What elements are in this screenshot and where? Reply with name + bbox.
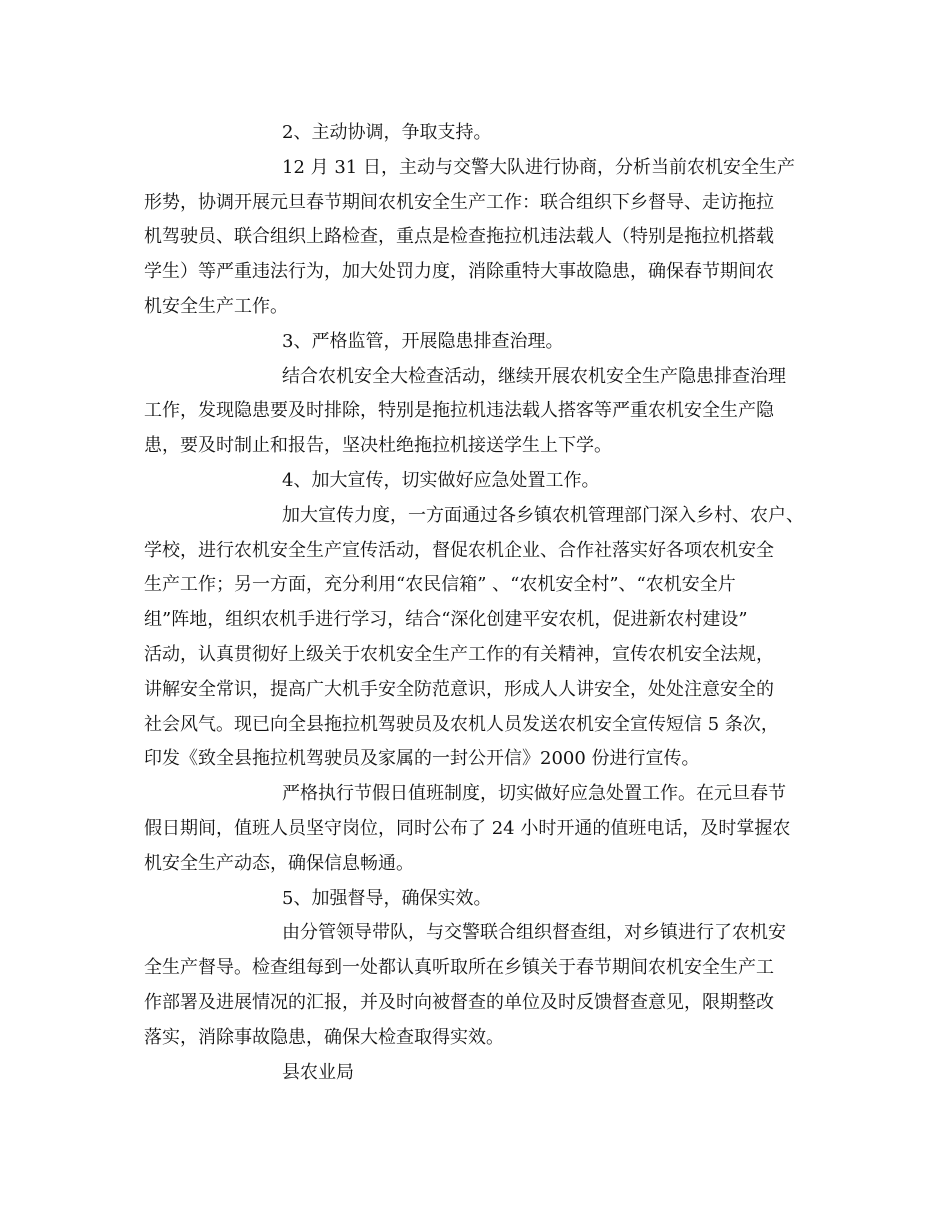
- signature-department: 县农业局: [282, 1061, 354, 1083]
- paragraph-line: 全生产督导。检查组每到一处都认真听取所在乡镇关于春节期间农机安全生产工: [144, 957, 774, 979]
- heading-item-4: 4、加大宣传，切实做好应急处置工作。: [282, 469, 600, 491]
- paragraph-line: 组”阵地，组织农机手进行学习，结合“深化创建平安农机，促进新农村建设”: [144, 609, 748, 631]
- paragraph-line: 活动，认真贯彻好上级关于农机安全生产工作的有关精神，宣传农机安全法规，: [144, 643, 774, 665]
- paragraph-line: 患，要及时制止和报告，坚决杜绝拖拉机接送学生上下学。: [144, 435, 612, 457]
- paragraph-line: 作部署及进展情况的汇报，并及时向被督查的单位及时反馈督查意见，限期整改: [144, 991, 774, 1013]
- paragraph-line: 生产工作；另一方面，充分利用“农民信箱” 、“农机安全村”、“农机安全片: [144, 574, 736, 596]
- paragraph-line: 工作，发现隐患要及时排除，特别是拖拉机违法载人搭客等严重农机安全生产隐: [144, 400, 774, 422]
- paragraph-line: 由分管领导带队，与交警联合组织督查组，对乡镇进行了农机安: [282, 922, 786, 944]
- paragraph-line: 印发《致全县拖拉机驾驶员及家属的一封公开信》2000 份进行宣传。: [144, 748, 700, 770]
- document-body: [144, 116, 814, 1090]
- paragraph-line: 社会风气。现已向全县拖拉机驾驶员及农机人员发送农机安全宣传短信 5 条次，: [144, 713, 779, 735]
- paragraph-line: 落实，消除事故隐患，确保大检查取得实效。: [144, 1026, 504, 1048]
- paragraph-line: 假日期间，值班人员坚守岗位，同时公布了 24 小时开通的值班电话，及时掌握农: [144, 817, 791, 839]
- heading-item-5: 5、加强督导，确保实效。: [282, 887, 492, 909]
- paragraph-line: 加大宣传力度，一方面通过各乡镇农机管理部门深入乡村、农户、: [282, 504, 804, 526]
- paragraph-line: 机驾驶员、联合组织上路检查，重点是检查拖拉机违法载人（特别是拖拉机搭载: [144, 226, 774, 248]
- paragraph-line: 结合农机安全大检查活动，继续开展农机安全生产隐患排查治理: [282, 365, 786, 387]
- paragraph-line: 形势，协调开展元旦春节期间农机安全生产工作：联合组织下乡督导、走访拖拉: [144, 191, 774, 213]
- paragraph-line: 学生）等严重违法行为，加大处罚力度，消除重特大事故隐患，确保春节期间农: [144, 261, 774, 283]
- paragraph-line: 讲解安全常识，提高广大机手安全防范意识，形成人人讲安全，处处注意安全的: [144, 678, 774, 700]
- heading-item-3: 3、严格监管，开展隐患排查治理。: [282, 330, 564, 352]
- paragraph-line: 学校，进行农机安全生产宣传活动，督促农机企业、合作社落实好各项农机安全: [144, 539, 774, 561]
- paragraph-line: 严格执行节假日值班制度，切实做好应急处置工作。在元旦春节: [282, 783, 786, 805]
- paragraph-line: 机安全生产动态，确保信息畅通。: [144, 852, 414, 874]
- paragraph-line: 机安全生产工作。: [144, 295, 288, 317]
- heading-item-2: 2、主动协调，争取支持。: [282, 122, 492, 143]
- paragraph-line: 12 月 31 日，主动与交警大队进行协商，分析当前农机安全生产: [282, 156, 795, 178]
